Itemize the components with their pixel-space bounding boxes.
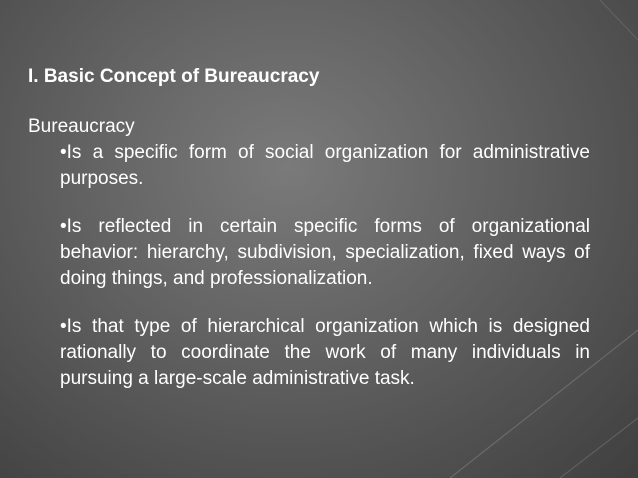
slide-content: [28, 64, 590, 414]
bullet-item-1: [60, 140, 590, 192]
bullet-text: Is that type of hierarchical organization which is designed rationally to coordinate the work of many individuals in pursuing a large-scale administrative task.: [60, 316, 590, 389]
bullet-marker: •: [60, 216, 67, 237]
bullet-marker: •: [60, 142, 67, 163]
term-label: Bureaucracy: [28, 116, 135, 137]
bullet-item-2: [60, 214, 590, 292]
bullet-text: Is a specific form of social organization for administrative purposes.: [60, 142, 590, 189]
bullet-item-3: [60, 314, 590, 392]
bullet-text: Is reflected in certain specific forms of organizational behavior: hierarchy, subdivision, specialization, fixed ways of doing things, and professionalization.: [60, 216, 590, 289]
bullet-marker: •: [60, 316, 67, 337]
slide-heading: I. Basic Concept of Bureaucracy: [28, 66, 320, 87]
